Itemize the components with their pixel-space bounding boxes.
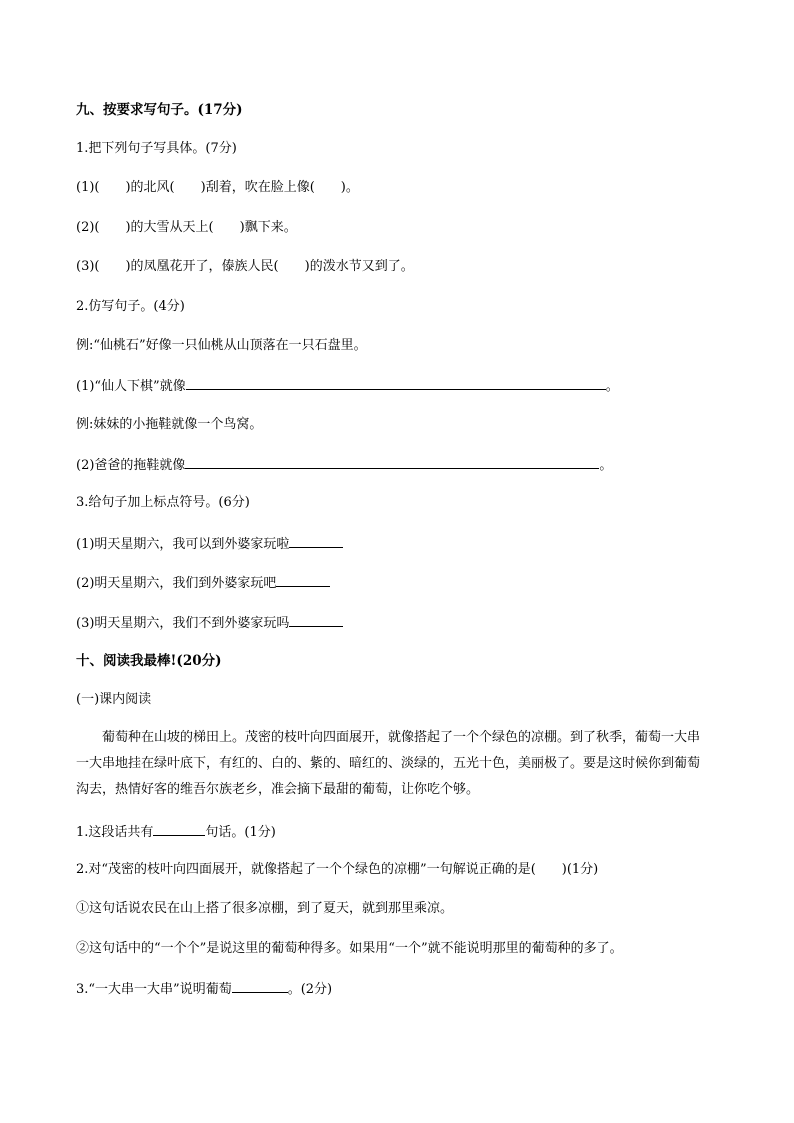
q3-item-1 [76,535,343,553]
r-q2-option-1: ①这句话说农民在山上搭了很多凉棚，到了夏天，就到那里乘凉。 [76,901,454,916]
q3-item-2-text: (2)明天星期六，我们到外婆家玩吧 [76,576,277,591]
answer-blank[interactable] [186,377,606,390]
answer-blank[interactable] [232,980,288,993]
r-q2-option-2: ②这句话中的“一个个”是说这里的葡萄种得多。如果用“一个”就不能说明那里的葡萄种的多了。 [76,941,623,956]
q1-item-3: (3)( )的凤凰花开了，傣族人民( )的泼水节又到了。 [76,259,414,274]
r-q1-end: 句话。(1分) [205,825,276,840]
r-q3-end: 。(2分) [287,982,333,997]
q2-item-1-end: 。 [605,379,619,394]
r-q3-text: 3.“一大串一大串”说明葡萄 [76,982,232,997]
q2-example-2: 例:妹妹的小拖鞋就像一个鸟窝。 [76,417,263,432]
r-q1 [76,823,276,841]
answer-blank[interactable] [185,456,599,469]
q3-item-2 [76,574,330,592]
q1-title: 1.把下列句子写具体。(7分) [76,141,237,156]
q2-item-2-end: 。 [599,458,613,473]
q3-title: 3.给句子加上标点符号。(6分) [76,495,250,510]
answer-blank[interactable] [289,614,343,627]
r-q2: 2.对“茂密的枝叶向四面展开，就像搭起了一个个绿色的凉棚”一句解说正确的是( )(1分) [76,862,599,877]
q2-item-2 [76,456,612,474]
reading-passage [76,725,712,803]
q2-item-1 [76,377,619,395]
q3-item-1-text: (1)明天星期六，我可以到外婆家玩啦 [76,537,290,552]
answer-blank[interactable] [153,823,205,836]
reading-passage-text: 葡萄种在山坡的梯田上。茂密的枝叶向四面展开，就像搭起了一个个绿色的凉棚。到了秋季，葡萄一大串一大串地挂在绿叶底下，有红的、白的、紫的、暗红的、淡绿的，五光十色，美丽极了。要是这时候你到葡萄沟去，热情好客的维吾尔族老乡，准会摘下最甜的葡萄，让你吃个够。 [76,730,701,797]
answer-blank[interactable] [276,574,330,587]
q1-item-2: (2)( )的大雪从天上( )飘下来。 [76,220,297,235]
section-9-title: 九、按要求写句子。(17分) [76,102,243,118]
r-q1-text: 1.这段话共有 [76,825,154,840]
q2-title: 2.仿写句子。(4分) [76,299,185,314]
q3-item-3-text: (3)明天星期六，我们不到外婆家玩吗 [76,616,290,631]
r-q3 [76,980,332,998]
q3-item-3 [76,614,343,632]
answer-blank[interactable] [289,535,343,548]
section-10-title: 十、阅读我最棒!(20分) [76,653,222,669]
q1-item-1: (1)( )的北风( )刮着，吹在脸上像( )。 [76,180,359,195]
reading-subtitle: (一)课内阅读 [76,692,152,707]
q2-example-1: 例:“仙桃石”好像一只仙桃从山顶落在一只石盘里。 [76,338,367,353]
q2-item-1-text: (1)“仙人下棋”就像 [76,379,186,394]
q2-item-2-text: (2)爸爸的拖鞋就像 [76,458,186,473]
